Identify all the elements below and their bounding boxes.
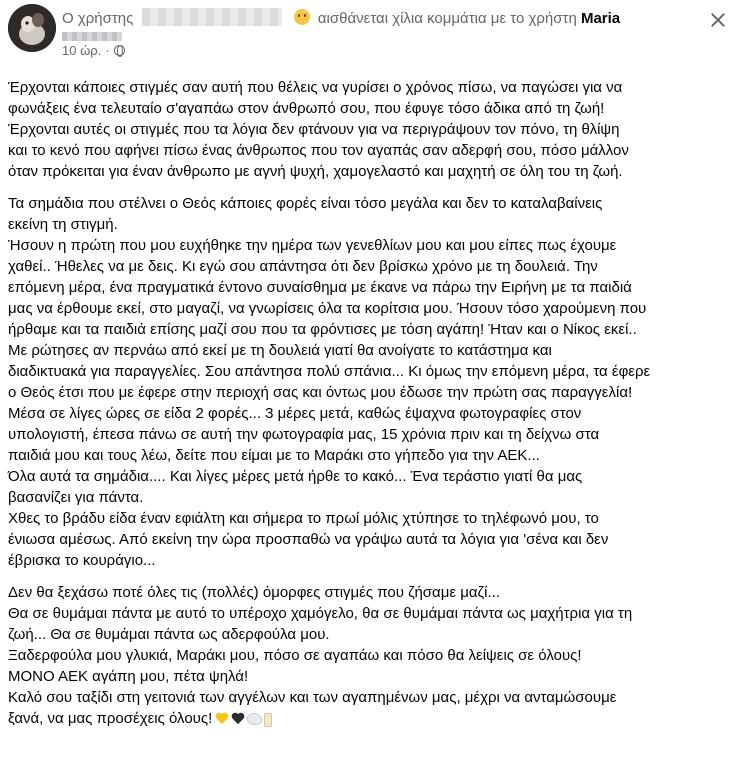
- closing-line: [8, 708, 734, 729]
- meta-separator: ·: [105, 43, 110, 58]
- feeling-text: αισθάνεται χίλια κομμάτια με το χρήστη: [317, 10, 577, 27]
- post-header: [0, 0, 744, 66]
- text-line: Ήσουν η πρώτη που μου ευχήθηκε την ημέρα των γενεθλίων μου και μου είπες πως έχουμε: [8, 237, 617, 254]
- text-line: υπολογιστή, έπεσα πάνω σε αυτή την φωτογραφία μας, 15 χρόνια πριν και τη δείχνω στα: [8, 426, 600, 443]
- header-prefix: Ο χρήστης: [62, 10, 134, 27]
- text-line: και το κενό που αφήνει πίσω ένας άνθρωπος που τον αγαπάς σαν αδερφή σου, πόσο μάλλον: [8, 142, 629, 159]
- closing-emojis: [215, 713, 272, 727]
- text-line: ξανά, να μας προσέχεις όλους!: [8, 710, 213, 727]
- post-paragraph: [8, 77, 734, 182]
- post-meta: [62, 43, 125, 58]
- redacted-author-name[interactable]: [142, 8, 282, 26]
- text-line: Έρχονται κάποιες στιγμές σαν αυτή που θέλεις να γυρίσει ο χρόνος πίσω, να παγώσει για να: [8, 79, 623, 96]
- text-line: ήρθαμε και τα παιδιά επίσης μαζί σου που τα φρόντισες με τόση αγάπη! Ήταν και ο Νίκος εκεί..: [8, 321, 637, 338]
- author-avatar[interactable]: [8, 4, 56, 52]
- post-body: [8, 77, 734, 740]
- dove-icon: [247, 713, 262, 725]
- post-timestamp[interactable]: 10 ώρ.: [62, 43, 102, 58]
- text-line: εκείνη τη στιγμή.: [8, 216, 118, 233]
- globe-icon[interactable]: [114, 45, 125, 56]
- text-line: Δεν θα ξεχάσω ποτέ όλες τις (πολλές) όμορφες στιγμές που ζήσαμε μαζί...: [8, 584, 500, 601]
- candle-icon: [264, 713, 272, 727]
- tagged-user-link[interactable]: Maria: [580, 10, 621, 27]
- text-line: όταν πρόκειται για έναν άνθρωπο με αγνή ψυχή, χαμογελαστό και μαχητή σε όλη του τη ζωή.: [8, 163, 623, 180]
- text-line: παιδιά μου και τους λέω, δείτε που είμαι με το Μαράκι στο γήπεδο για την ΑΕΚ...: [8, 447, 540, 464]
- sad-face-emoji-icon: [294, 9, 310, 25]
- text-line: Χθες το βράδυ είδα έναν εφιάλτη και σήμερα το πρωί μόλις χτύπησε το τηλέφωνό μου, το: [8, 510, 599, 527]
- black-heart-icon: [231, 713, 245, 726]
- text-line: διαδικτυακά για παραγγελίες. Σου απάντησα πολύ σπάνια... Κι όμως την επόμενη μέρα, τα έφερε: [8, 363, 651, 380]
- yellow-heart-icon: [215, 713, 229, 726]
- text-line: επόμενη μέρα, ένα πραγματικά έντονο συναίσθημα με έκανε να πάρω την Ειρήνη με τα παιδιά: [8, 279, 632, 296]
- text-line: Καλό σου ταξίδι στη γειτονιά των αγγέλων και των αγαπημένων μας, μέχρι να ανταμώσουμε: [8, 689, 617, 706]
- text-line: Θα σε θυμάμαι πάντα με αυτό το υπέροχο χαμόγελο, θα σε θυμάμαι πάντα ως μαχήτρια για τη: [8, 605, 633, 622]
- text-line: Τα σημάδια που στέλνει ο Θεός κάποιες φορές είναι τόσο μεγάλα και δεν το καταλαβαίνεις: [8, 195, 603, 212]
- text-line: Με ρώτησες αν περνάω από εκεί με τη δουλειά γιατί θα ανοίγατε το κατάστημα και: [8, 342, 552, 359]
- text-line: φωνάξεις ένα τελευταίο σ'αγαπάω στον άνθρωπό σου, που έφυγε τόσο άδικα από τη ζωή!: [8, 100, 605, 117]
- avatar-photo: [8, 4, 56, 52]
- post-header-text: [62, 8, 682, 29]
- text-line: Ξαδερφούλα μου γλυκιά, Μαράκι μου, πόσο σε αγαπάω και πόσο θα λείψεις σε όλους!: [8, 647, 582, 664]
- text-line: ένιωσα αμέσως. Από εκείνη την ώρα προσπαθώ να γράψω αυτά τα λόγια για 'σένα και δεν: [8, 531, 609, 548]
- close-icon[interactable]: [708, 10, 728, 30]
- text-line: Μέσα σε λίγες ώρες σε είδα 2 φορές... 3 μέρες μετά, καθώς έψαχνα φωτογραφίες στον: [8, 405, 582, 422]
- text-line: ζωή... Θα σε θυμάμαι πάντα ως αδερφούλα μου.: [8, 626, 330, 643]
- text-line: μας να έρθουμε εκεί, στο μαγαζί, να γνωρίσεις όλα τα κορίτσια μου. Ήσουν τόσο χαρούμενη που: [8, 300, 647, 317]
- post-paragraph: [8, 582, 734, 729]
- text-line: ΜΟΝΟ ΑΕΚ αγάπη μου, πέτα ψηλά!: [8, 668, 249, 685]
- post-paragraph: [8, 193, 734, 571]
- text-line: ο Θεός έτσι που με έφερε στην περιοχή σας και όντως μου έδωσε την πρώτη σας παραγγελία!: [8, 384, 633, 401]
- text-line: Έρχονται αυτές οι στιγμές που τα λόγια δεν φτάνουν για να περιγράψουν τον πόνο, τη θλίψη: [8, 121, 620, 138]
- text-line: χαθεί.. Ήθελες να με δεις. Κι εγώ σου απάντησα ότι δεν βρίσκω χρόνο με τη δουλειά. Την: [8, 258, 598, 275]
- text-line: Όλα αυτά τα σημάδια.... Και λίγες μέρες μετά ήρθε το κακό... Ένα τεράστιο γιατί θα μας: [8, 468, 583, 485]
- text-line: βασανίζει για πάντα.: [8, 489, 144, 506]
- redacted-tagged-surname[interactable]: [62, 29, 140, 41]
- text-line: έβρισκα το κουράγιο...: [8, 552, 156, 569]
